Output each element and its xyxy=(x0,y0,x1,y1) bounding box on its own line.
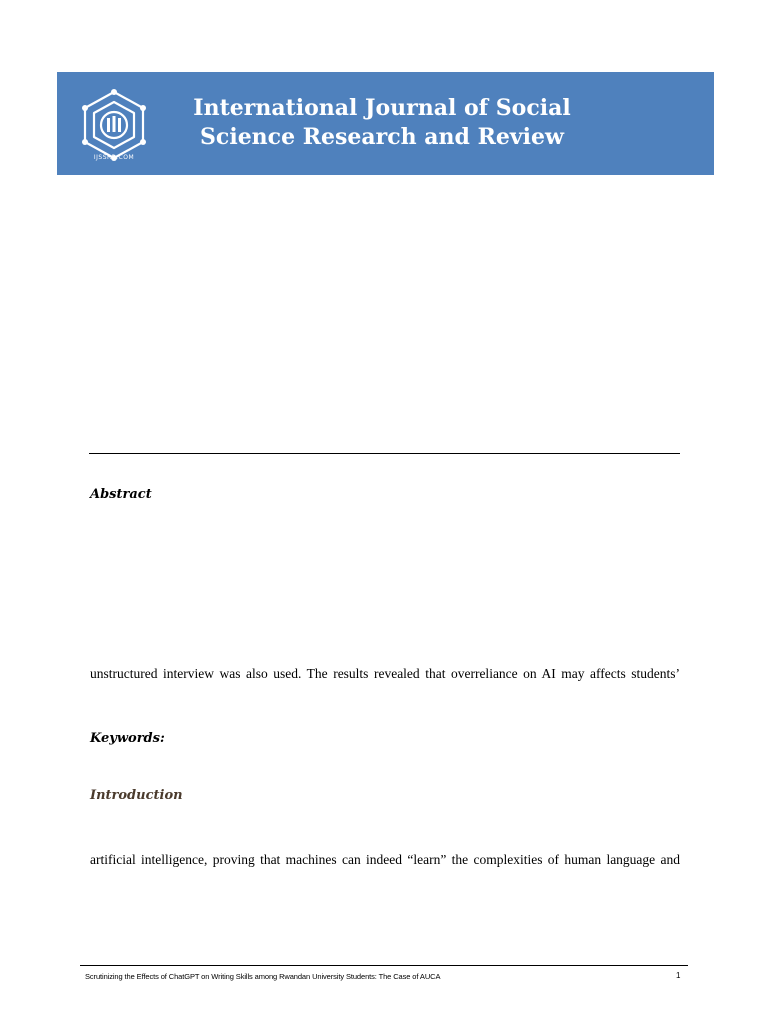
abstract-text-line: unstructured interview was also used. The results revealed that overreliance on AI may affects students’ xyxy=(90,666,680,681)
section-divider xyxy=(89,453,680,454)
journal-title xyxy=(182,94,582,152)
introduction-text-line: artificial intelligence, proving that machines can indeed “learn” the complexities of human language and xyxy=(90,852,680,867)
introduction-heading: Introduction xyxy=(90,788,183,803)
footer-divider xyxy=(80,965,688,966)
journal-title-line-1: International Journal of Social xyxy=(193,95,571,121)
keywords-heading: Keywords: xyxy=(90,731,165,746)
footer-running-title: Scrutinizing the Effects of ChatGPT on Writing Skills among Rwandan University Students: The Case of AUCA xyxy=(85,972,441,981)
journal-title-line-2: Science Research and Review xyxy=(200,124,564,150)
journal-logo-icon xyxy=(76,88,152,164)
abstract-heading: Abstract xyxy=(90,487,152,502)
logo-text: IJSSRR.COM xyxy=(93,154,135,161)
page-number: 1 xyxy=(676,971,681,980)
